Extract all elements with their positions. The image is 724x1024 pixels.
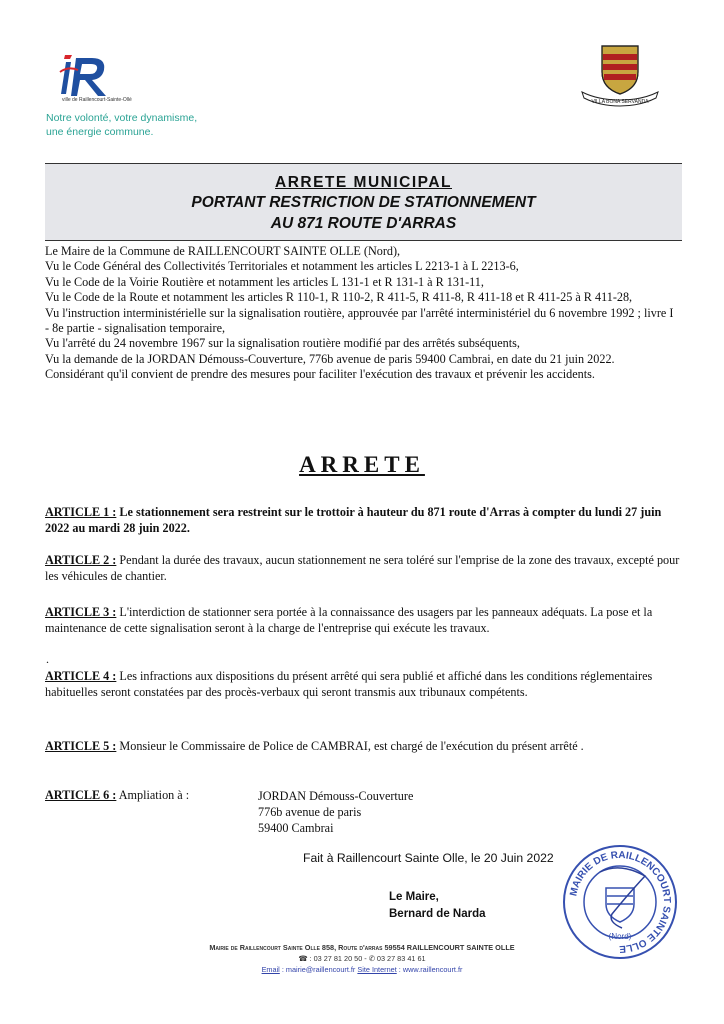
article-1	[45, 504, 681, 536]
address-line: 776b avenue de paris	[258, 805, 362, 819]
article-text: Ampliation à :	[118, 788, 190, 802]
town-crest	[578, 42, 662, 108]
footer-address: Mairie de Raillencourt Sainte Olle 858, Route d'arras 59554 RAILLENCOURT SAINTE OLLE	[209, 943, 515, 952]
article-text: Pendant la durée des travaux, aucun stationnement ne sera toléré sur l'emprise de la zone des travaux, excepté pour les véhicules de chantier.	[45, 553, 680, 583]
article-text: Monsieur le Commissaire de Police de CAMBRAI, est chargé de l'exécution du présent arrêté .	[119, 739, 584, 753]
document-subtitle-2: AU 871 ROUTE D'ARRAS	[270, 215, 457, 232]
stamp-text: MAIRIE DE RAILLENCOURT SAINTE OLLE	[568, 849, 673, 955]
signatory	[389, 889, 486, 923]
footer	[0, 942, 724, 975]
preamble-line: Considérant qu'il convient de prendre des mesures pour faciliter l'exécution des travaux et prévenir les accidents.	[45, 367, 595, 382]
article-5	[45, 738, 681, 754]
article-4	[45, 668, 681, 700]
article-6	[45, 788, 189, 803]
preamble-line: Vu la demande de la JORDAN Démouss-Couverture, 776b avenue de paris 59400 Cambrai, en date du 21 juin 2022.	[45, 351, 615, 366]
document-title: ARRETE MUNICIPAL	[275, 174, 452, 191]
footer-phone: ☎ : 03 27 81 20 50 - ✆ 03 27 83 41 61	[298, 954, 426, 963]
article-3	[45, 604, 681, 636]
signatory-name: Bernard de Narda	[389, 908, 486, 920]
article-text: Le stationnement sera restreint sur le trottoir à hauteur du 871 route d'Arras à compter du lundi 27 juin 2022 au mardi 28 juin 2022.	[45, 505, 662, 535]
article-label: ARTICLE 3 :	[45, 605, 117, 619]
signature-place-date: Fait à Raillencourt Sainte Olle, le 20 Juin 2022	[303, 851, 554, 865]
article-label: ARTICLE 5 :	[45, 739, 117, 753]
stamp-region: (Nord)	[608, 932, 632, 941]
address-line: 59400 Cambrai	[258, 821, 334, 835]
preamble-line: Vu l'instruction interministérielle sur la signalisation routière, approuvée par l'arrêté interministériel du 6 novembre 1992 ; livre I - 8e partie - signalisation temporaire,	[45, 305, 674, 336]
footer-contact	[0, 964, 724, 975]
title-box	[45, 163, 682, 241]
arrete-heading: ARRETE	[299, 452, 425, 477]
preamble-line: Vu le Code Général des Collectivités Territoriales et notamment les articles L 2213-1 à L 2213-6,	[45, 259, 519, 274]
article-label: ARTICLE 6 :	[45, 788, 117, 802]
preamble-line: Vu l'arrêté du 24 novembre 1967 sur la signalisation routière modifié par des arrêtés subséquents,	[45, 336, 520, 351]
article-2	[45, 552, 681, 584]
tagline	[46, 111, 197, 139]
preamble-line: Vu le Code de la Voirie Routière et notamment les articles L 131-1 et R 131-1 à R 131-11,	[45, 274, 484, 289]
stray-dot: .	[46, 652, 49, 666]
document-subtitle-1: PORTANT RESTRICTION DE STATIONNEMENT	[191, 194, 536, 211]
tagline-line2: une énergie commune.	[46, 126, 154, 138]
ampliation-address	[258, 788, 413, 836]
logo-caption: ville de Raillencourt-Sainte-Ollé	[62, 97, 132, 103]
crest-motto: VILLA BONA SERVANDA	[591, 99, 649, 105]
footer-site[interactable]: : www.raillencourt.fr	[396, 965, 463, 974]
article-text: Les infractions aux dispositions du présent arrêté qui sera publié et affiché dans les conditions réglementaires habituelles seront constatées par des procès-verbaux qui seront transmis aux tribunaux compétents.	[45, 669, 653, 699]
article-text: L'interdiction de stationner sera portée à la connaissance des usagers par les panneaux adéquats. La pose et la maintenance de cette signalisation seront à la charge de l'entreprise qui exécute les travaux.	[45, 605, 653, 635]
article-label: ARTICLE 2 :	[45, 553, 117, 567]
tagline-line1: Notre volonté, votre dynamisme,	[46, 112, 198, 124]
footer-email[interactable]: : mairie@raillencourt.fr	[279, 965, 358, 974]
signatory-role: Le Maire,	[389, 891, 439, 903]
footer-site-label[interactable]: Site Internet	[357, 965, 397, 974]
article-label: ARTICLE 4 :	[45, 669, 117, 683]
preamble	[45, 244, 675, 383]
article-label: ARTICLE 1 :	[45, 505, 117, 519]
preamble-line: Vu le Code de la Route et notamment les articles R 110-1, R 110-2, R 411-5, R 411-8, R 411-18 et R 411-25 à R 411-28,	[45, 290, 633, 305]
preamble-line: Le Maire de la Commune de RAILLENCOURT SAINTE OLLE (Nord),	[45, 244, 401, 258]
footer-email-label[interactable]: Email	[261, 965, 280, 974]
address-line: JORDAN Démouss-Couverture	[258, 789, 414, 803]
